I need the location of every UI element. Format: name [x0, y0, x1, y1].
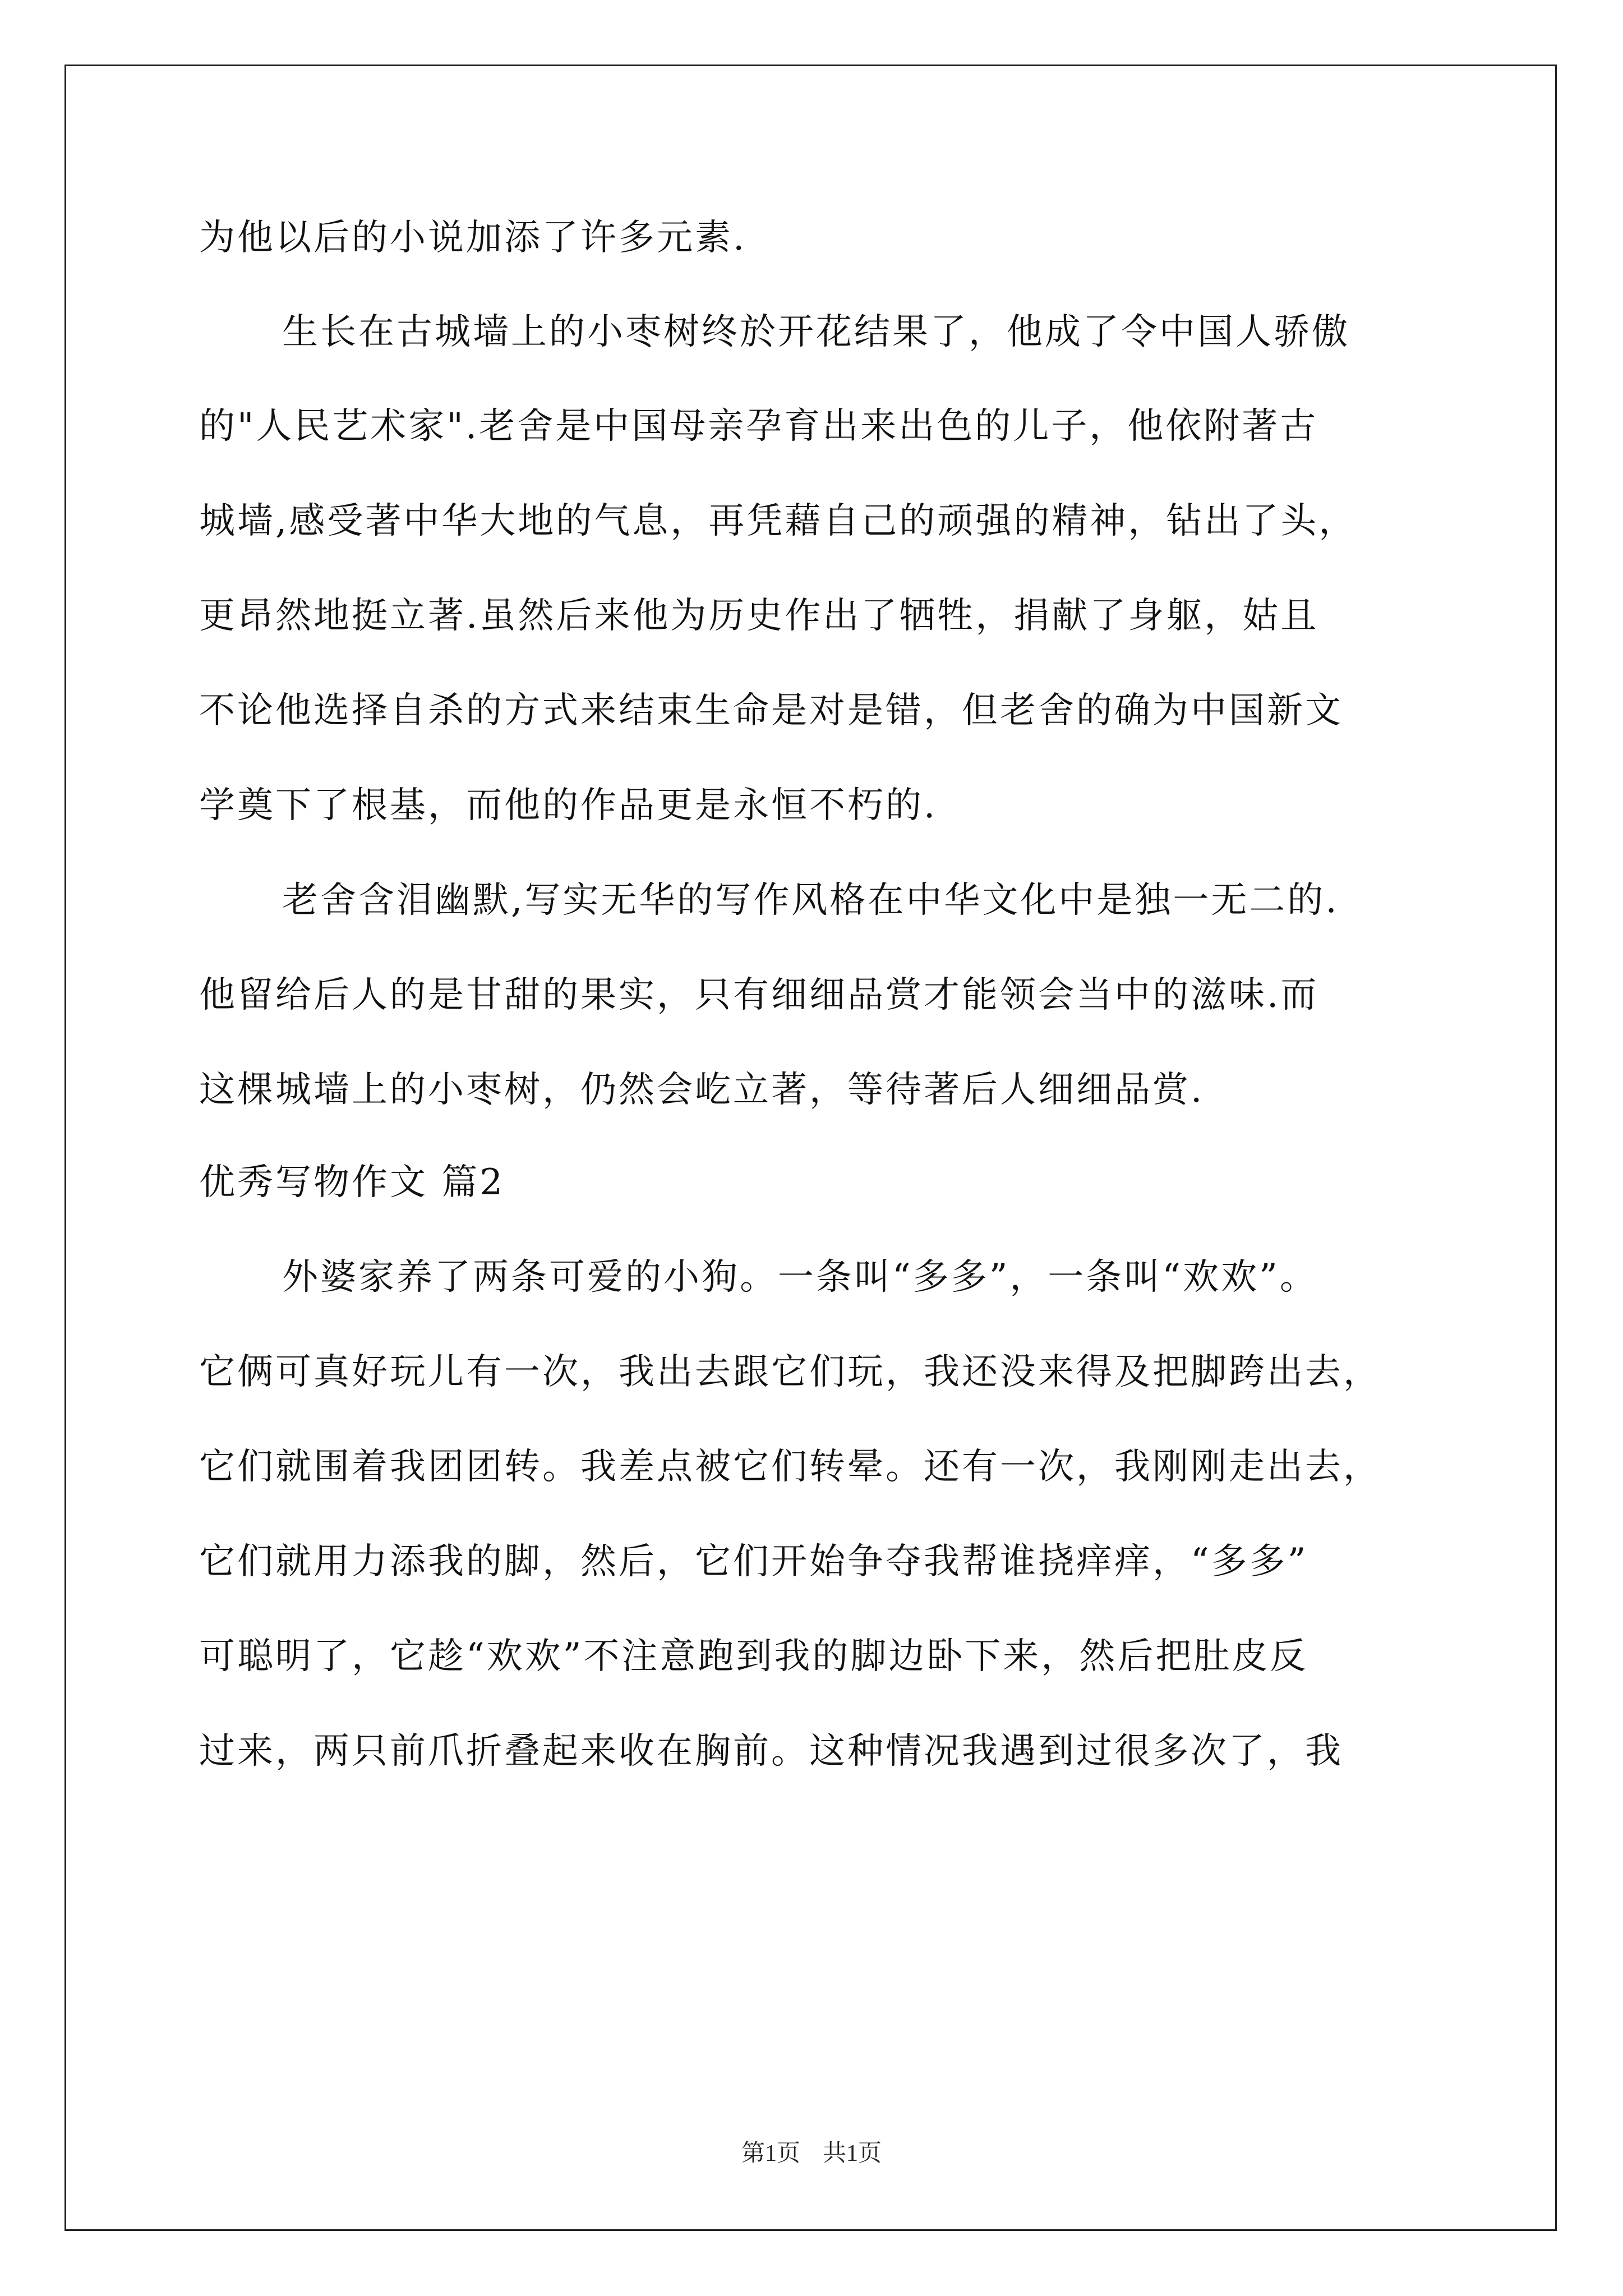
text-line: 过来，两只前爪折叠起来收在胸前。这种情况我遇到过很多次了，我 [199, 1731, 1343, 1772]
page-footer [0, 2134, 1623, 2168]
text-line: 可聪明了，它趁“欢欢”不注意跑到我的脚边卧下来，然后把肚皮反 [199, 1636, 1308, 1677]
paragraph-start: 生长在古城墙上的小枣树终於开花结果了，他成了令中国人骄傲 [282, 311, 1350, 353]
text-line: 学奠下了根基，而他的作品更是永恒不朽的. [199, 785, 938, 826]
page-border [64, 65, 1557, 2231]
text-line: 城墙,感受著中华大地的气息，再凭藉自己的顽强的精神，钻出了头， [199, 500, 1357, 542]
text-line: 它们就围着我团团转。我差点被它们转晕。还有一次，我刚刚走出去， [199, 1446, 1381, 1488]
page-total: 共1页 [823, 2141, 882, 2166]
paragraph-start: 外婆家养了两条可爱的小狗。一条叫“多多”，一条叫“欢欢”。 [282, 1257, 1318, 1298]
section-heading: 优秀写物作文 篇2 [199, 1162, 505, 1203]
text-line: 不论他选择自杀的方式来结束生命是对是错，但老舍的确为中国新文 [199, 690, 1343, 731]
page-number: 第1页 [741, 2141, 800, 2166]
text-line: 它们就用力添我的脚，然后，它们开始争夺我帮谁挠痒痒，“多多” [199, 1541, 1308, 1582]
text-line: 他留给后人的是甘甜的果实，只有细细品赏才能领会当中的滋味.而 [199, 974, 1319, 1016]
paragraph-start: 老舍含泪幽默,写实无华的写作风格在中华文化中是独一无二的. [282, 880, 1339, 921]
text-line: 的"人民艺术家".老舍是中国母亲孕育出来出色的儿子，他依附著古 [199, 406, 1318, 447]
text-line: 这棵城墙上的小枣树，仍然会屹立著，等待著后人细细品赏. [199, 1069, 1205, 1111]
text-line: 为他以后的小说加添了许多元素. [199, 217, 747, 259]
text-line: 它俩可真好玩儿有一次，我出去跟它们玩，我还没来得及把脚跨出去， [199, 1351, 1381, 1393]
text-line: 更昂然地挺立著.虽然后来他为历史作出了牺牲，捐献了身躯，姑且 [199, 595, 1319, 637]
